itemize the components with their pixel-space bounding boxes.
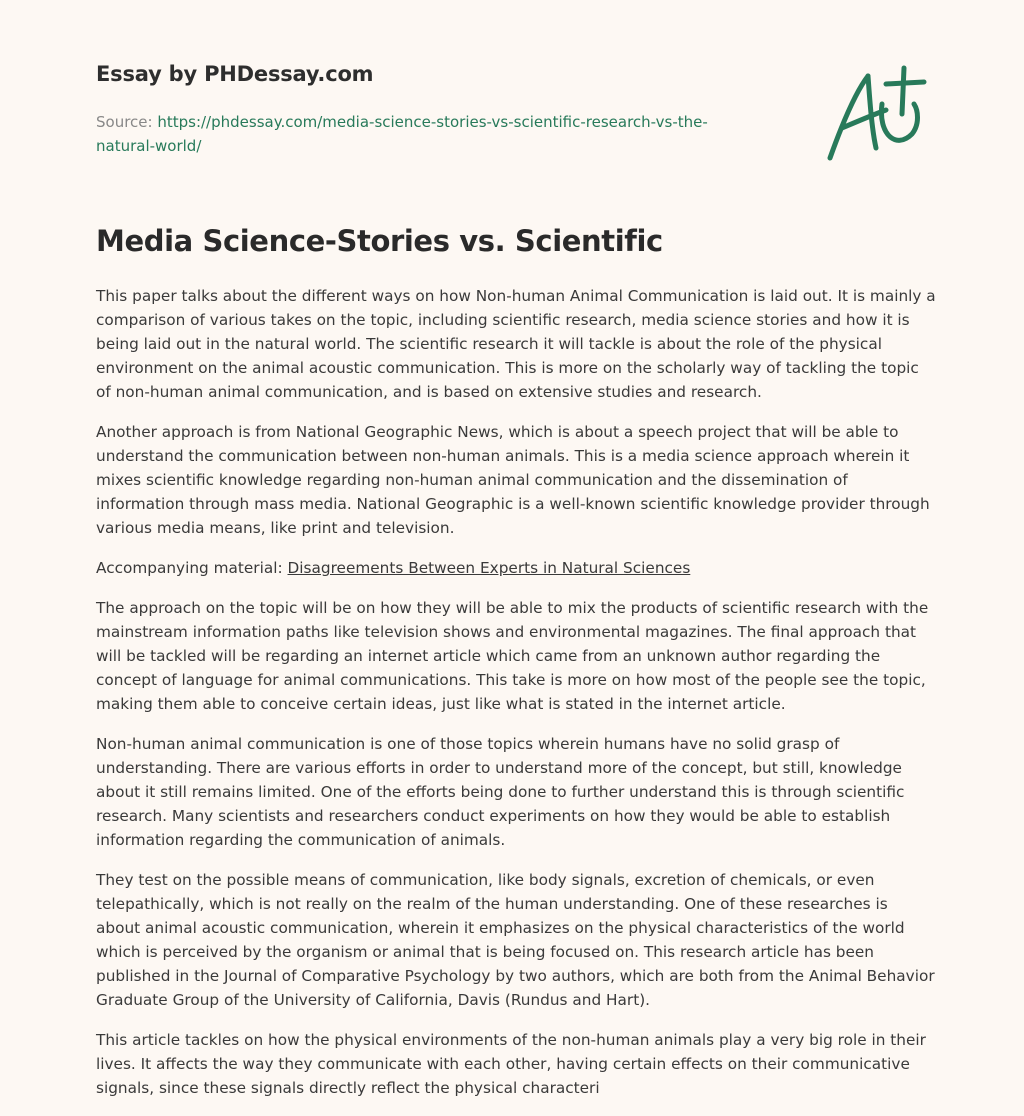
paragraph: Non-human animal communication is one of those topics wherein humans have no solid grasp of understanding. There are various efforts in order to understand more of the concept, but still, knowledge about it still remains limited. One of the efforts being done to further understand this is through scientific research. Many scientists and researchers conduct experiments on how they would be able to establish information regarding the communication of animals. xyxy=(96,735,905,849)
source-line xyxy=(96,110,736,158)
site-title: Essay by PHDessay.com xyxy=(96,62,374,86)
essay-body xyxy=(96,284,936,1116)
paragraph: This paper talks about the different ways on how Non-human Animal Communication is laid out. It is mainly a comparison of various takes on the topic, including scientific research, media science stories and how it is being laid out in the natural world. The scientific research it will tackle is about the role of the physical environment on the animal acoustic communication. This is more on the scholarly way of tackling the topic of non-human animal communication, and is based on extensive studies and research. xyxy=(96,287,936,401)
accompanying-material xyxy=(96,556,936,580)
paragraph: Another approach is from National Geographic News, which is about a speech project that will be able to understand the communication between non-human animals. This is a media science approach wherein it mixes scientific knowledge regarding non-human animal communication and the dissemination of information through mass media. National Geographic is a well-known scientific knowledge provider through various media means, like print and television. xyxy=(96,423,930,537)
paragraph: The approach on the topic will be on how they will be able to mix the products of scientific research with the mainstream information paths like television shows and environmental magazines. The final approach that will be tackled will be regarding an internet article which came from an unknown author regarding the concept of language for animal communications. This take is more on how most of the people see the topic, making them able to conceive certain ideas, just like what is stated in the internet article. xyxy=(96,599,929,713)
accompanying-label: Accompanying material: xyxy=(96,559,288,577)
accompanying-link[interactable]: Disagreements Between Experts in Natural Sciences xyxy=(287,559,691,577)
paragraph: This article tackles on how the physical environments of the non-human animals play a very big role in their lives. It affects the way they communicate with each other, having certain effects on their communicative signals, since these signals directly reflect the physical characteri xyxy=(96,1031,926,1097)
source-link-line2: natural-world/ xyxy=(96,137,202,155)
paragraph: They test on the possible means of communication, like body signals, excretion of chemicals, or even telepathically, which is not really on the realm of the human understanding. One of these researches is about animal acoustic communication, wherein it emphasizes on the physical characteristics of the world which is perceived by the organism or animal that is being focused on. This research article has been published in the Journal of Comparative Psychology by two authors, which are both from the Animal Behavior Graduate Group of the University of California, Davis (Rundus and Hart). xyxy=(96,871,935,1009)
source-link[interactable] xyxy=(96,113,708,155)
essay-title: Media Science-Stories vs. Scientific xyxy=(96,224,663,258)
a-plus-logo-icon xyxy=(820,64,930,168)
source-label: Source: xyxy=(96,113,158,131)
source-link-line1: https://phdessay.com/media-science-stories-vs-scientific-research-vs-the- xyxy=(157,113,708,131)
